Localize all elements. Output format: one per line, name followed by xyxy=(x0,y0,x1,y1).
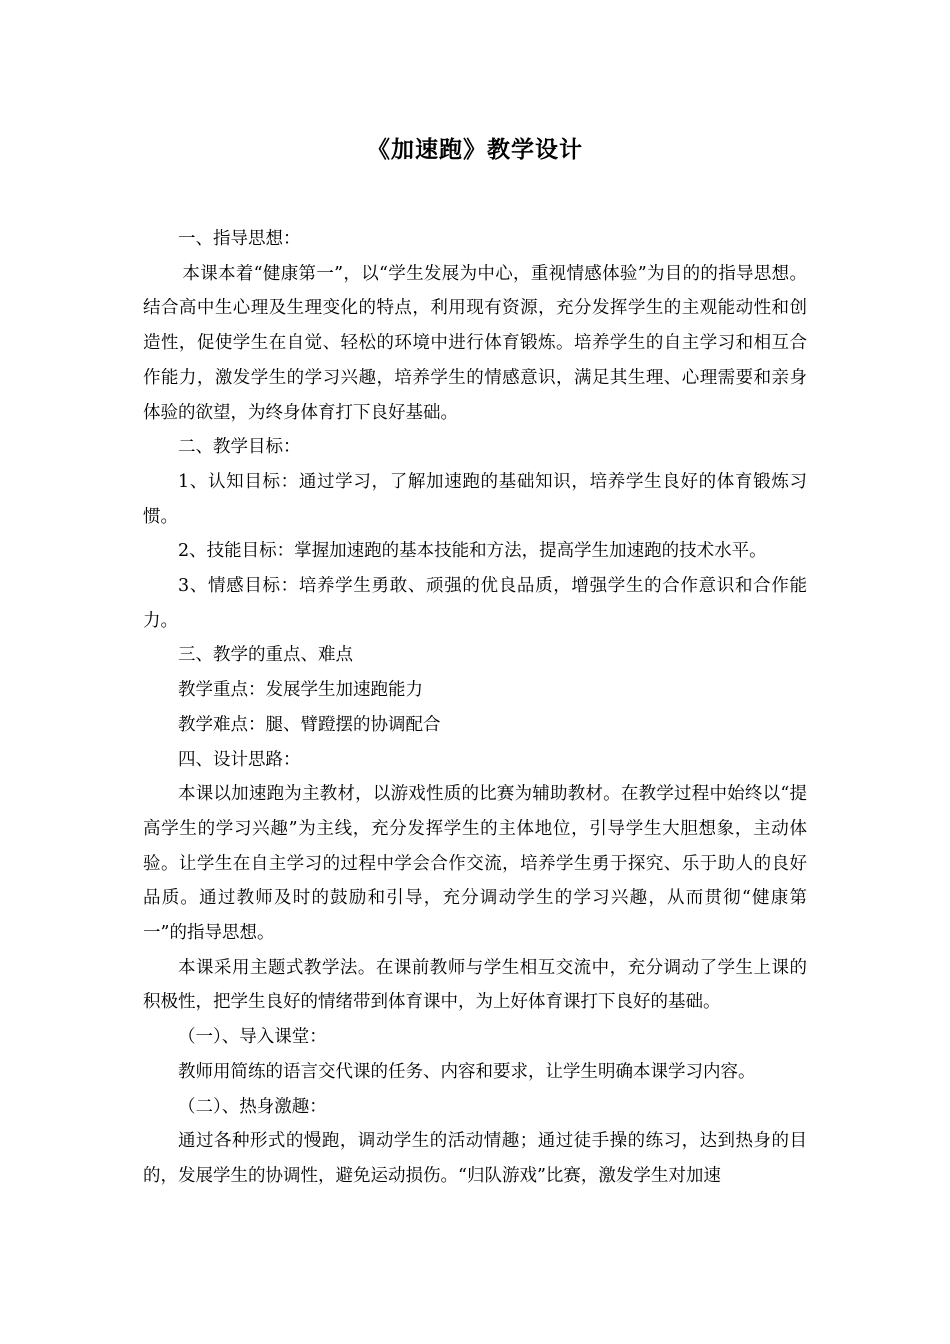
document-body xyxy=(143,222,807,1194)
key-point-difficulty: 教学难点：腿、臂蹬摆的协调配合 xyxy=(178,714,441,735)
key-point-focus: 教学重点：发展学生加速跑能力 xyxy=(178,680,423,701)
paragraph-guiding-ideology: 本课本着“健康第一”，以“学生发展为中心，重视情感体验”为目的的指导思想。结合高中生心理及生理变化的特点，利用现有资源，充分发挥学生的主观能动性和创造性，促使学生在自觉、轻松的环境中进行体育锻炼。培养学生的自主学习和相互合作能力，激发学生的学习兴趣，培养学生的情感意识，满足其生理、心理需要和亲身体验的欲望，为终身体育打下良好基础。 xyxy=(143,263,807,423)
document-title: 《加速跑》教学设计 xyxy=(367,137,583,163)
paragraph-design-ideas: 本课以加速跑为主教材，以游戏性质的比赛为辅助教材。在教学过程中始终以“提高学生的学习兴趣”为主线，充分发挥学生的主体地位，引导学生大胆想象，主动体验。让学生在自主学习的过程中学会合作交流，培养学生勇于探究、乐于助人的良好品质。通过教师及时的鼓励和引导，充分调动学生的学习兴趣，从而贯彻“健康第一”的指导思想。 xyxy=(143,784,807,944)
subsection-heading-warm-up: （二）、热身激趣： xyxy=(178,1096,327,1117)
objective-emotional: 3、情感目标：培养学生勇敢、顽强的优良品质，增强学生的合作意识和合作能力。 xyxy=(143,576,807,631)
section-heading-key-points: 三、教学的重点、难点 xyxy=(178,645,353,666)
objective-skill: 2、技能目标：掌握加速跑的基本技能和方法，提高学生加速跑的技术水平。 xyxy=(178,541,767,562)
section-heading-guiding-ideology: 一、指导思想： xyxy=(178,229,301,249)
paragraph-teaching-method: 本课采用主题式教学法。在课前教师与学生相互交流中，充分调动了学生上课的积极性，把学生良好的情绪带到体育课中，为上好体育课打下良好的基础。 xyxy=(143,957,807,1013)
section-heading-teaching-objectives: 二、教学目标： xyxy=(178,437,301,458)
paragraph-introduction: 教师用简练的语言交代课的任务、内容和要求，让学生明确本课学习内容。 xyxy=(178,1061,756,1082)
objective-cognitive: 1、认知目标：通过学习，了解加速跑的基础知识，培养学生良好的体育锻炼习惯。 xyxy=(143,471,807,527)
section-heading-design-ideas: 四、设计思路： xyxy=(178,749,301,770)
paragraph-warm-up: 通过各种形式的慢跑，调动学生的活动情趣；通过徒手操的练习，达到热身的目的，发展学生的协调性，避免运动损伤。“归队游戏”比赛，激发学生对加速 xyxy=(143,1131,807,1186)
subsection-heading-introduction: （一）、导入课堂： xyxy=(178,1027,327,1048)
